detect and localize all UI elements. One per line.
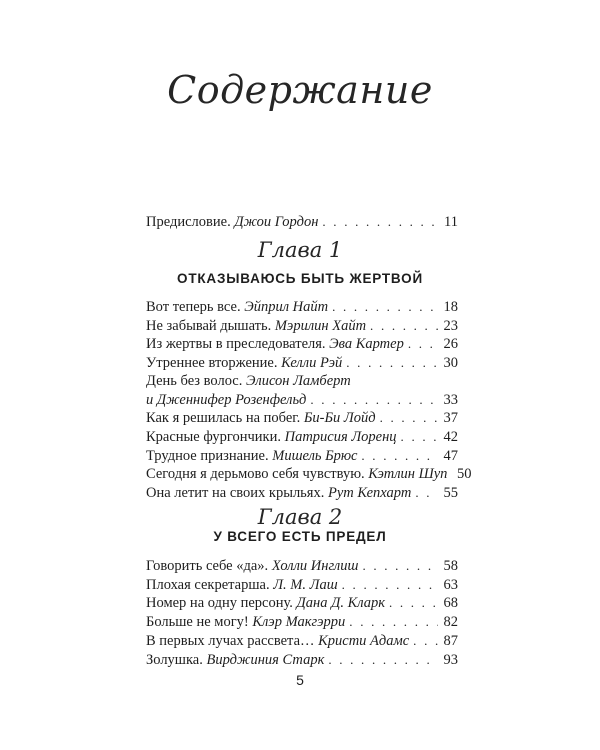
- preface-section: [146, 213, 458, 232]
- entry-author: Клэр Макгэрри: [252, 614, 346, 631]
- leader-dots: [415, 484, 438, 502]
- toc-entry: [146, 613, 458, 632]
- entry-page: 23: [443, 317, 458, 334]
- toc-entry: [146, 409, 458, 428]
- leader-dots: [342, 576, 438, 594]
- entry-page: 42: [443, 428, 458, 445]
- chapter-2-entries: [146, 557, 458, 669]
- entry-title: В первых лучах рассвета…: [146, 632, 315, 649]
- entry-title: Не забывай дышать.: [146, 317, 272, 334]
- entry-page: 33: [443, 391, 458, 408]
- entry-page: 63: [443, 576, 458, 593]
- entry-title: Красные фургончики.: [146, 428, 281, 445]
- entry-author: Эйприл Найт: [244, 299, 329, 315]
- entry-page: 30: [443, 355, 458, 372]
- toc-entry: [146, 651, 458, 670]
- leader-dots: [408, 335, 438, 353]
- entry-page: 26: [443, 336, 458, 353]
- entry-page: 50: [456, 466, 472, 483]
- entry-title: Утреннее вторжение.: [146, 355, 278, 372]
- entry-author: Мэрилин Хайт: [274, 317, 367, 334]
- entry-page: 55: [443, 485, 458, 502]
- entry-title: Предисловие.: [146, 214, 231, 230]
- toc-entry: [146, 632, 458, 651]
- entry-title: Она летит на своих крыльях.: [146, 485, 325, 502]
- entry-page: 68: [443, 595, 458, 612]
- entry-title: Как я решилась на побег.: [146, 410, 301, 427]
- entry-author: Холли Инглиш: [271, 558, 359, 574]
- entry-page: 82: [443, 614, 458, 631]
- toc-entry: [146, 428, 458, 447]
- entry-author: Дана Д. Кларк: [296, 595, 385, 612]
- toc-entry: [146, 298, 458, 317]
- entry-title: Вот теперь все.: [146, 299, 241, 315]
- entry-author: Л. М. Лаш: [273, 576, 338, 593]
- leader-dots: [328, 651, 438, 669]
- entry-author: Джои Гордон: [234, 214, 319, 230]
- leader-dots: [346, 354, 438, 372]
- leader-dots: [332, 298, 438, 316]
- toc-entry: [146, 594, 458, 613]
- entry-page: 47: [443, 447, 458, 464]
- entry-author: Би-Би Лойд: [303, 410, 376, 427]
- entry-author: Келли Рэй: [281, 355, 343, 372]
- toc-title: Содержание: [167, 68, 433, 112]
- entry-title: Золушка.: [146, 651, 203, 668]
- leader-dots: [380, 409, 438, 427]
- entry-title: Говорить себе «да».: [146, 558, 269, 574]
- entry-page: 18: [443, 299, 458, 315]
- toc-entry: [146, 484, 458, 503]
- entry-author: Эва Картер: [329, 336, 404, 353]
- leader-dots: [362, 557, 438, 575]
- entry-title: Трудное признание.: [146, 447, 269, 464]
- entry-author: Кристи Адамс: [318, 632, 410, 649]
- entry-page: 58: [443, 558, 458, 574]
- leader-dots: [310, 391, 438, 409]
- chapter-1-label: Глава 1: [257, 238, 343, 262]
- entry-title: Больше не могу!: [146, 614, 249, 631]
- toc-entry: [146, 465, 472, 484]
- toc-entry-preface: [146, 213, 458, 232]
- toc-entry: [146, 354, 458, 373]
- toc-entry: [146, 576, 458, 595]
- entry-author: Кэтлин Шуп: [368, 466, 448, 483]
- toc-entry: [146, 557, 458, 576]
- chapter-2-heading: У ВСЕГО ЕСТЬ ПРЕДЕЛ: [213, 529, 387, 544]
- page-number: 5: [296, 672, 304, 688]
- entry-author: Рут Кепхарт: [327, 485, 412, 502]
- toc-entry: [146, 335, 458, 354]
- entry-title: День без волос.: [146, 372, 243, 389]
- entry-title: Из жертвы в преследователя.: [146, 336, 326, 353]
- entry-title: Сегодня я дерьмово себя чувствую.: [146, 466, 365, 483]
- toc-entry: [146, 447, 458, 466]
- entry-author: Вирджиния Старк: [206, 651, 325, 668]
- leader-dots: [322, 213, 438, 231]
- entry-page: 11: [444, 214, 458, 230]
- entry-page: 93: [443, 651, 458, 668]
- entry-author: Элисон Ламберт: [246, 372, 351, 389]
- entry-author-line2: и Дженнифер Розенфельд: [146, 391, 307, 408]
- toc-entry: [146, 373, 458, 409]
- leader-dots: [401, 428, 438, 446]
- entry-title: Плохая секретарша.: [146, 576, 270, 593]
- leader-dots: [413, 632, 438, 650]
- leader-dots: [361, 447, 438, 465]
- entry-author: Мишель Брюс: [272, 447, 358, 464]
- chapter-2-label: Глава 2: [257, 505, 343, 529]
- entry-author: Патрисия Лоренц: [284, 428, 397, 445]
- chapter-1-entries: [146, 298, 472, 503]
- leader-dots: [349, 613, 438, 631]
- entry-page: 87: [443, 632, 458, 649]
- chapter-1-heading: ОТКАЗЫВАЮСЬ БЫТЬ ЖЕРТВОЙ: [177, 271, 423, 286]
- leader-dots: [370, 317, 438, 335]
- toc-entry: [146, 317, 458, 336]
- entry-title: Номер на одну персону.: [146, 595, 293, 612]
- entry-page: 37: [443, 410, 458, 427]
- leader-dots: [389, 594, 438, 612]
